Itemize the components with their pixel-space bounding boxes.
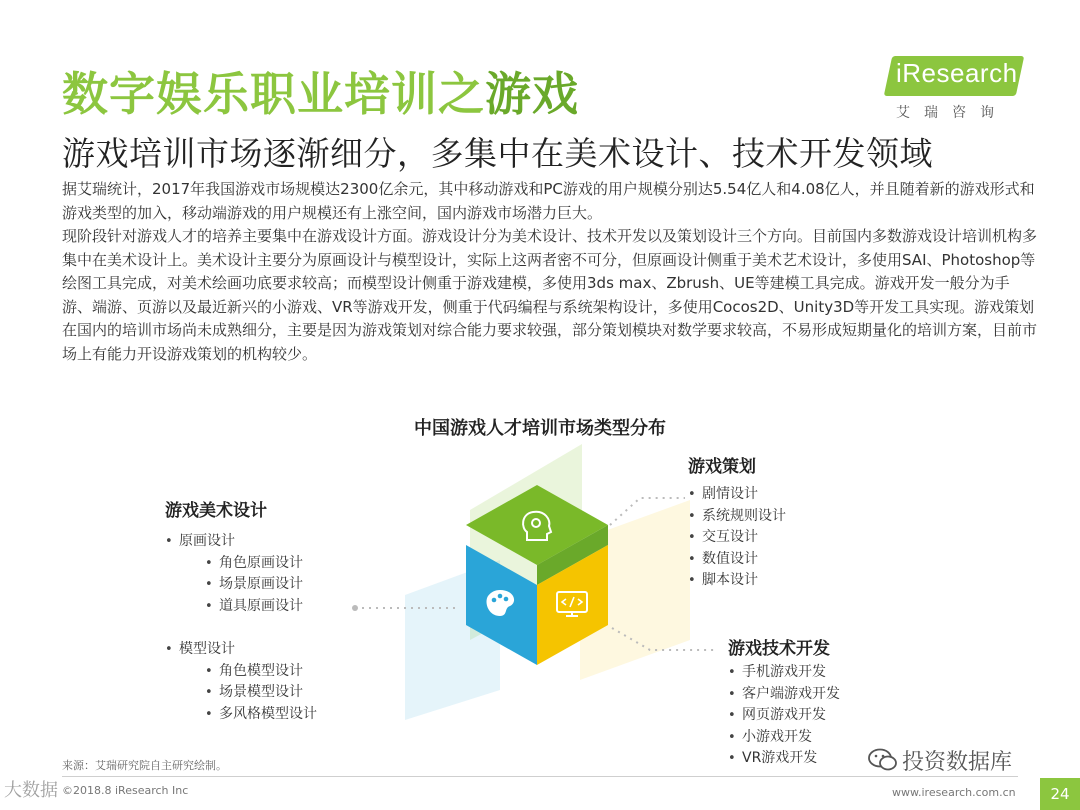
list-item: • 原画设计 (165, 533, 235, 549)
planning-heading: 游戏策划 (688, 457, 756, 477)
list-item: • 模型设计 (165, 641, 235, 657)
list-item: • 小游戏开发 (728, 728, 812, 745)
paragraph-2: 现阶段针对游戏人才的培养主要集中在游戏设计方面。游戏设计分为美术设计、技术开发以及策划设计三个方向。目前国内多数游戏设计培训机构多集中在美术设计上。美术设计主要分为原画设计与模型设计，实际上这两者密不可分，但原画设计侧重于美术艺术设计，多使用SAI、Photoshop等绘图工具完成，对美术绘画功底要求较高；而模型设计侧重于游戏建模，多使用3ds max、Zbrush、UE等建模工具完成。游戏开发一般分为手游、端游、页游以及最近新兴的小游戏、VR等游戏开发，侧重于代码编程与系统架构设计，多使用Cocos2D、Unity3D等开发工具实现。游戏策划在国内的培训市场尚未成熟细分，主要是因为游戏策划对综合能力要求较强，部分策划模块对数学要求较高，不易形成短期量化的培训方案，目前市场上有能力开设游戏策划的机构较少。 (62, 227, 1038, 363)
planning-list (688, 484, 786, 592)
title-main: 数字娱乐职业培训之 (62, 67, 485, 121)
connector-art-dot (352, 605, 358, 611)
art-list-2 (165, 639, 317, 725)
list-item: • 手机游戏开发 (728, 664, 826, 680)
list-item: • 系统规则设计 (688, 507, 786, 524)
art-heading: 游戏美术设计 (165, 501, 267, 521)
list-item: • 数值设计 (688, 550, 758, 567)
logo-chinese: 艾瑞咨询 (896, 105, 1008, 121)
wechat-icon (868, 748, 902, 778)
list-item: • 脚本设计 (688, 572, 758, 588)
source-note: 来源：艾瑞研究院自主研究绘制。 (62, 759, 227, 772)
watermark-left: 大数据 (4, 780, 58, 801)
footer-url: www.iresearch.com.cn (892, 786, 1016, 799)
footer-divider (62, 776, 1018, 777)
list-item: • 道具原画设计 (205, 597, 303, 614)
copyright: ©2018.8 iResearch Inc (62, 784, 189, 797)
list-item: • 交互设计 (688, 529, 758, 545)
tech-list (728, 662, 840, 770)
title-emphasis: 游戏 (485, 67, 579, 121)
list-item: • 剧情设计 (688, 486, 758, 502)
list-item: • 角色原画设计 (205, 554, 303, 571)
list-item: • 场景模型设计 (205, 684, 303, 700)
watermark-text: 投资数据库 (902, 750, 1013, 775)
list-item: • 多风格模型设计 (205, 705, 317, 722)
logo-brand: iResearch (896, 58, 1018, 88)
list-item: • 网页游戏开发 (728, 707, 826, 723)
list-item: • VR游戏开发 (728, 750, 818, 766)
list-item: • 场景原画设计 (205, 576, 303, 592)
watermark (868, 745, 1012, 778)
page-number: 24 (1040, 778, 1080, 810)
paragraph-1: 据艾瑞统计，2017年我国游戏市场规模达2300亿余元，其中移动游戏和PC游戏的用户规模分别达5.54亿人和4.08亿人，并且随着新的游戏形式和游戏类型的加入，移动端游戏的用户规模还有上涨空间，国内游戏市场潜力巨大。 (62, 180, 1035, 222)
page-subtitle: 游戏培训市场逐渐细分，多集中在美术设计、技术开发领域 (62, 134, 933, 173)
list-item: • 角色模型设计 (205, 662, 303, 679)
list-item: • 客户端游戏开发 (728, 685, 840, 702)
diagram-title: 中国游戏人才培训市场类型分布 (414, 418, 666, 439)
art-list (165, 531, 303, 617)
tech-heading: 游戏技术开发 (728, 639, 830, 659)
